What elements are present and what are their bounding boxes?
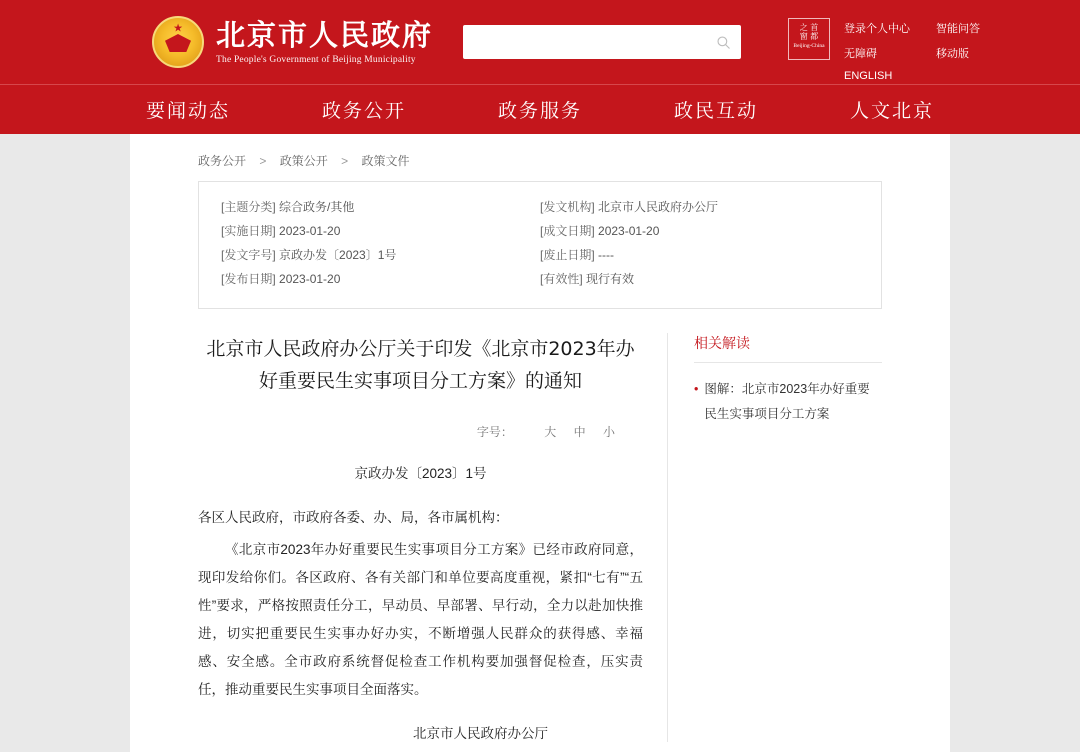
document-metadata (198, 181, 882, 309)
page-title: 北京市人民政府办公厅关于印发《北京市2023年办好重要民生实事项目分工方案》的通知 (206, 338, 635, 392)
article-column (198, 333, 668, 742)
header-link-english[interactable]: ENGLISH (844, 70, 893, 82)
metadata-label: [发布日期] (221, 272, 276, 286)
list-item[interactable] (694, 377, 882, 427)
nav-item-government-affairs[interactable]: 政务公开 (321, 100, 406, 122)
metadata-column-left (221, 198, 540, 294)
breadcrumb-item-1[interactable]: 政务公开 (198, 154, 247, 168)
breadcrumb-separator: > (341, 154, 349, 168)
header-link-spacer (936, 70, 980, 82)
main-nav (0, 84, 1080, 134)
metadata-value: 北京市人民政府办公厅 (598, 200, 719, 214)
metadata-label: [有效性] (540, 272, 583, 286)
breadcrumb-item-2[interactable]: 政策公开 (279, 154, 328, 168)
metadata-value: 2023-01-20 (279, 224, 341, 238)
metadata-row (221, 198, 540, 217)
seal-cn-bottom: 窗 都 (799, 32, 819, 42)
header-link-mobile[interactable]: 移动版 (936, 48, 969, 60)
beijing-china-seal-icon[interactable] (788, 18, 830, 60)
font-size-small[interactable]: 小 (602, 425, 615, 439)
breadcrumb-separator: > (259, 154, 267, 168)
metadata-label: [实施日期] (221, 224, 276, 238)
header-link-login[interactable]: 登录个人中心 (844, 23, 910, 35)
bullet-icon: • (694, 382, 699, 396)
breadcrumb-item-3[interactable]: 政策文件 (361, 154, 410, 168)
related-column (668, 333, 882, 742)
metadata-label: [发文字号] (221, 248, 276, 262)
article-paragraph: 《北京市2023年办好重要民生实事项目分工方案》已经市政府同意，现印发给你们。各区政府、各有关部门和单位要高度重视，紧扣“七有”“五性”要求，严格按照责任分工，早动员、早部署、早行动，全力以赴加快推进，切实把重要民生实事办好办实，不断增强人民群众的获得感、幸福感、安全感。全市政府系统督促检查工作机构要加强督促检查，压实责任，推动重要民生实事项目全面落实。 (198, 542, 643, 697)
header-link-qa[interactable]: 智能问答 (936, 23, 980, 35)
metadata-label: [发文机构] (540, 200, 595, 214)
site-title: 北京市人民政府 (216, 17, 434, 52)
font-size-large[interactable]: 大 (544, 425, 557, 439)
metadata-value: 2023-01-20 (598, 224, 660, 238)
header-links (844, 18, 980, 82)
header-utilities (788, 18, 980, 82)
site-logo[interactable] (152, 16, 433, 68)
content-sheet (130, 134, 950, 752)
site-header (0, 0, 1080, 84)
metadata-value: 现行有效 (586, 272, 635, 286)
font-size-medium[interactable]: 中 (573, 425, 586, 439)
nav-item-news[interactable]: 要闻动态 (145, 100, 230, 122)
nav-item-interaction[interactable]: 政民互动 (674, 100, 759, 122)
related-link-label[interactable]: 图解：北京市2023年办好重要民生实事项目分工方案 (704, 382, 870, 421)
font-size-label: 字号： (476, 425, 513, 439)
breadcrumb (130, 134, 950, 181)
nav-item-services[interactable]: 政务服务 (497, 100, 582, 122)
header-link-accessibility[interactable]: 无障碍 (844, 48, 877, 60)
seal-en: Beijing-China (793, 43, 825, 50)
national-emblem-icon (152, 16, 204, 68)
metadata-row (540, 222, 859, 241)
metadata-value: ---- (598, 248, 614, 262)
search-input[interactable] (473, 27, 716, 57)
search-icon[interactable] (716, 35, 731, 50)
font-size-controls (198, 423, 643, 440)
site-subtitle: The People's Government of Beijing Municipality (216, 55, 416, 66)
metadata-value: 综合政务/其他 (279, 200, 355, 214)
metadata-label: [成文日期] (540, 224, 595, 238)
main-columns (198, 309, 882, 742)
metadata-row (221, 270, 540, 289)
metadata-value: 2023-01-20 (279, 272, 341, 286)
page-body (0, 134, 1080, 741)
metadata-value: 京政办发〔2023〕1号 (279, 248, 397, 262)
metadata-row (221, 246, 540, 265)
metadata-column-right (540, 198, 859, 294)
document-number: 京政办发〔2023〕1号 (354, 466, 487, 481)
article-paragraph: 各区人民政府，市政府各委、办、局，各市属机构： (198, 510, 509, 525)
metadata-row (540, 198, 859, 217)
nav-item-culture[interactable]: 人文北京 (850, 100, 935, 122)
metadata-row (221, 222, 540, 241)
metadata-row (540, 270, 859, 289)
seal-cn-top: 之 首 (799, 23, 819, 32)
metadata-row (540, 246, 859, 265)
related-section-title: 相关解读 (694, 333, 882, 363)
metadata-label: [废止日期] (540, 248, 595, 262)
metadata-label: [主题分类] (221, 200, 276, 214)
search-box[interactable] (463, 25, 741, 59)
article-signature: 北京市人民政府办公厅 (413, 726, 548, 741)
